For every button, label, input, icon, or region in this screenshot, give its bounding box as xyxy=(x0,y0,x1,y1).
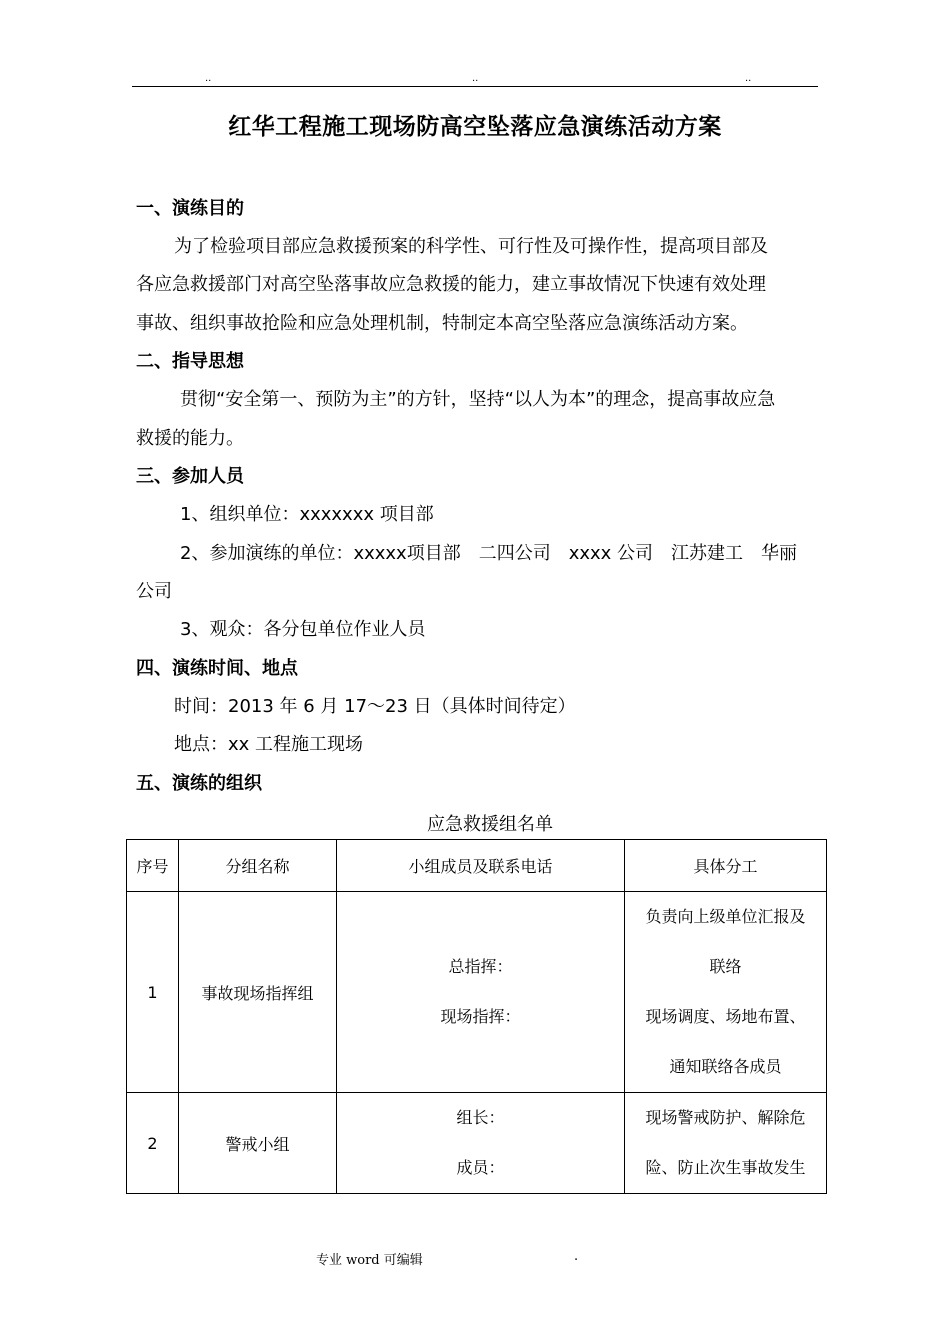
column-header: 小组成员及联系电话 xyxy=(337,840,625,892)
drill-time: 时间：2013 年 6 月 17～23 日（具体时间待定） xyxy=(174,696,576,717)
paragraph-line: 贯彻“安全第一、预防为主”的方针，坚持“以人为本”的理念，提高事故应急 xyxy=(180,389,776,410)
table-header-row xyxy=(127,840,827,892)
member-line: 组长： xyxy=(456,1108,505,1127)
column-header: 序号 xyxy=(127,840,179,892)
document-title: 红华工程施工现场防高空坠落应急演练活动方案 xyxy=(228,114,722,140)
duty-line: 负责向上级单位汇报及 xyxy=(645,907,806,926)
header-rule xyxy=(132,86,818,87)
header-dots-right: .. xyxy=(745,73,752,84)
footer-note: 专业 word 可编辑 xyxy=(316,1253,423,1268)
section-heading-time-place: 四、演练时间、地点 xyxy=(136,658,298,679)
duty-line: 险、防止次生事故发生 xyxy=(645,1158,806,1177)
group-name: 警戒小组 xyxy=(179,1093,337,1194)
paragraph-line: 事故、组织事故抢险和应急处理机制，特制定本高空坠落应急演练活动方案。 xyxy=(136,313,748,334)
group-members xyxy=(337,892,625,1093)
header-dots-left: .. xyxy=(205,73,212,84)
drill-place: 地点：xx 工程施工现场 xyxy=(174,734,364,755)
member-line: 成员： xyxy=(456,1158,505,1177)
participant-item-continued: 公司 xyxy=(136,581,172,602)
table-caption: 应急救援组名单 xyxy=(427,814,553,835)
paragraph-line: 各应急救援部门对高空坠落事故应急救援的能力，建立事故情况下快速有效处理 xyxy=(136,274,766,295)
row-number: 2 xyxy=(127,1093,179,1194)
rescue-team-table xyxy=(126,839,827,1194)
duty-line: 现场警戒防护、解除危 xyxy=(645,1108,806,1127)
paragraph-line: 为了检验项目部应急救援预案的科学性、可行性及可操作性，提高项目部及 xyxy=(174,236,768,257)
column-header: 分组名称 xyxy=(179,840,337,892)
duty-line: 联络 xyxy=(709,957,742,976)
section-heading-participants: 三、参加人员 xyxy=(136,466,244,487)
column-header: 具体分工 xyxy=(625,840,827,892)
duty-line: 现场调度、场地布置、 xyxy=(645,1007,806,1026)
table-row xyxy=(127,1093,827,1194)
member-line: 总指挥： xyxy=(448,957,513,976)
duty-line: 通知联络各成员 xyxy=(669,1057,782,1076)
group-duties xyxy=(625,1093,827,1194)
header-dots-middle: .. xyxy=(472,73,479,84)
group-name: 事故现场指挥组 xyxy=(179,892,337,1093)
paragraph-line: 救援的能力。 xyxy=(136,428,244,449)
member-line: 现场指挥： xyxy=(440,1007,521,1026)
section-heading-purpose: 一、演练目的 xyxy=(136,198,244,219)
footer-dot: . xyxy=(574,1249,579,1264)
group-duties xyxy=(625,892,827,1093)
row-number: 1 xyxy=(127,892,179,1093)
section-heading-organization: 五、演练的组织 xyxy=(136,773,262,794)
participant-item: 2、参加演练的单位：xxxxx项目部 二四公司 xxxx 公司 江苏建工 华丽 xyxy=(180,543,798,564)
participant-item: 1、组织单位：xxxxxxx 项目部 xyxy=(180,504,434,525)
section-heading-guiding: 二、指导思想 xyxy=(136,351,244,372)
participant-item: 3、观众：各分包单位作业人员 xyxy=(180,619,426,640)
table-row xyxy=(127,892,827,1093)
group-members xyxy=(337,1093,625,1194)
